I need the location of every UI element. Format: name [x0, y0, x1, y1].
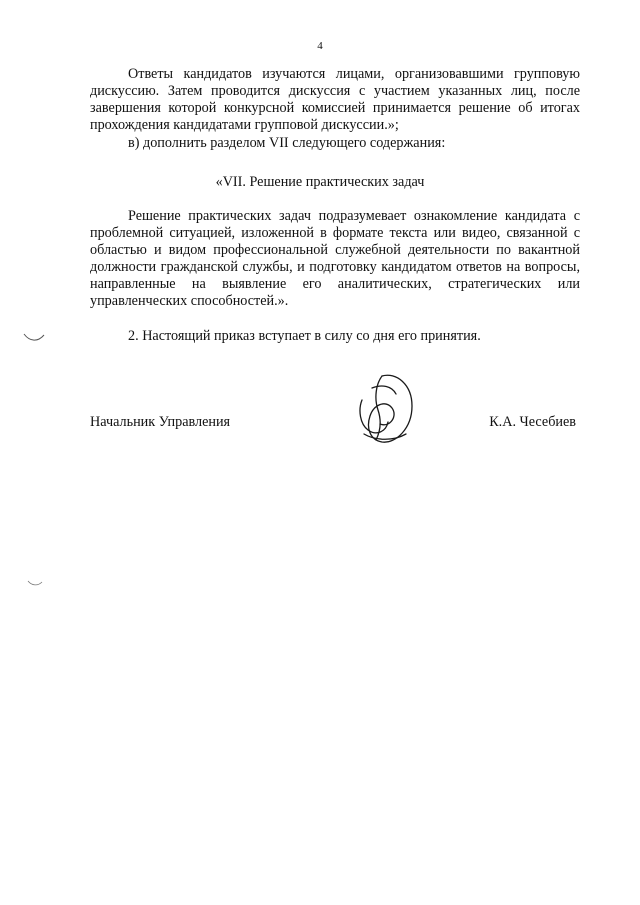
paragraph-group-discussion: Ответы кандидатов изучаются лицами, организовавшими групповую дискуссию. Затем проводится дискуссия с участием указанных лиц, после завершения которой конкурсной комиссией принимается решение об итогах прохождения кандидатами групповой дискуссии.»;	[90, 66, 580, 133]
scan-mark-icon	[26, 578, 44, 588]
section-heading: «VII. Решение практических задач	[215, 174, 425, 190]
signer-position: Начальник Управления	[90, 414, 231, 430]
paragraph-amendment-intro: в) дополнить разделом VII следующего содержания:	[128, 135, 446, 151]
signer-name: К.А. Чесебиев	[489, 414, 576, 430]
paragraph-effective-date: 2. Настоящий приказ вступает в силу со дня его принятия.	[128, 328, 481, 344]
paragraph-practical-tasks: Решение практических задач подразумевает ознакомление кандидата с проблемной ситуацией, изложенной в формате текста или видео, связанной с областью и видом профессиональной служебной деятельности по вакантной должности гражданской службы, и подготовку кандидатом ответов на вопросы, направленные на выявление его аналитических, стратегических или управленческих способностей.».	[90, 208, 580, 309]
page-number: 4	[317, 40, 323, 52]
scan-mark-icon	[22, 330, 46, 344]
handwritten-signature-icon	[352, 370, 422, 448]
